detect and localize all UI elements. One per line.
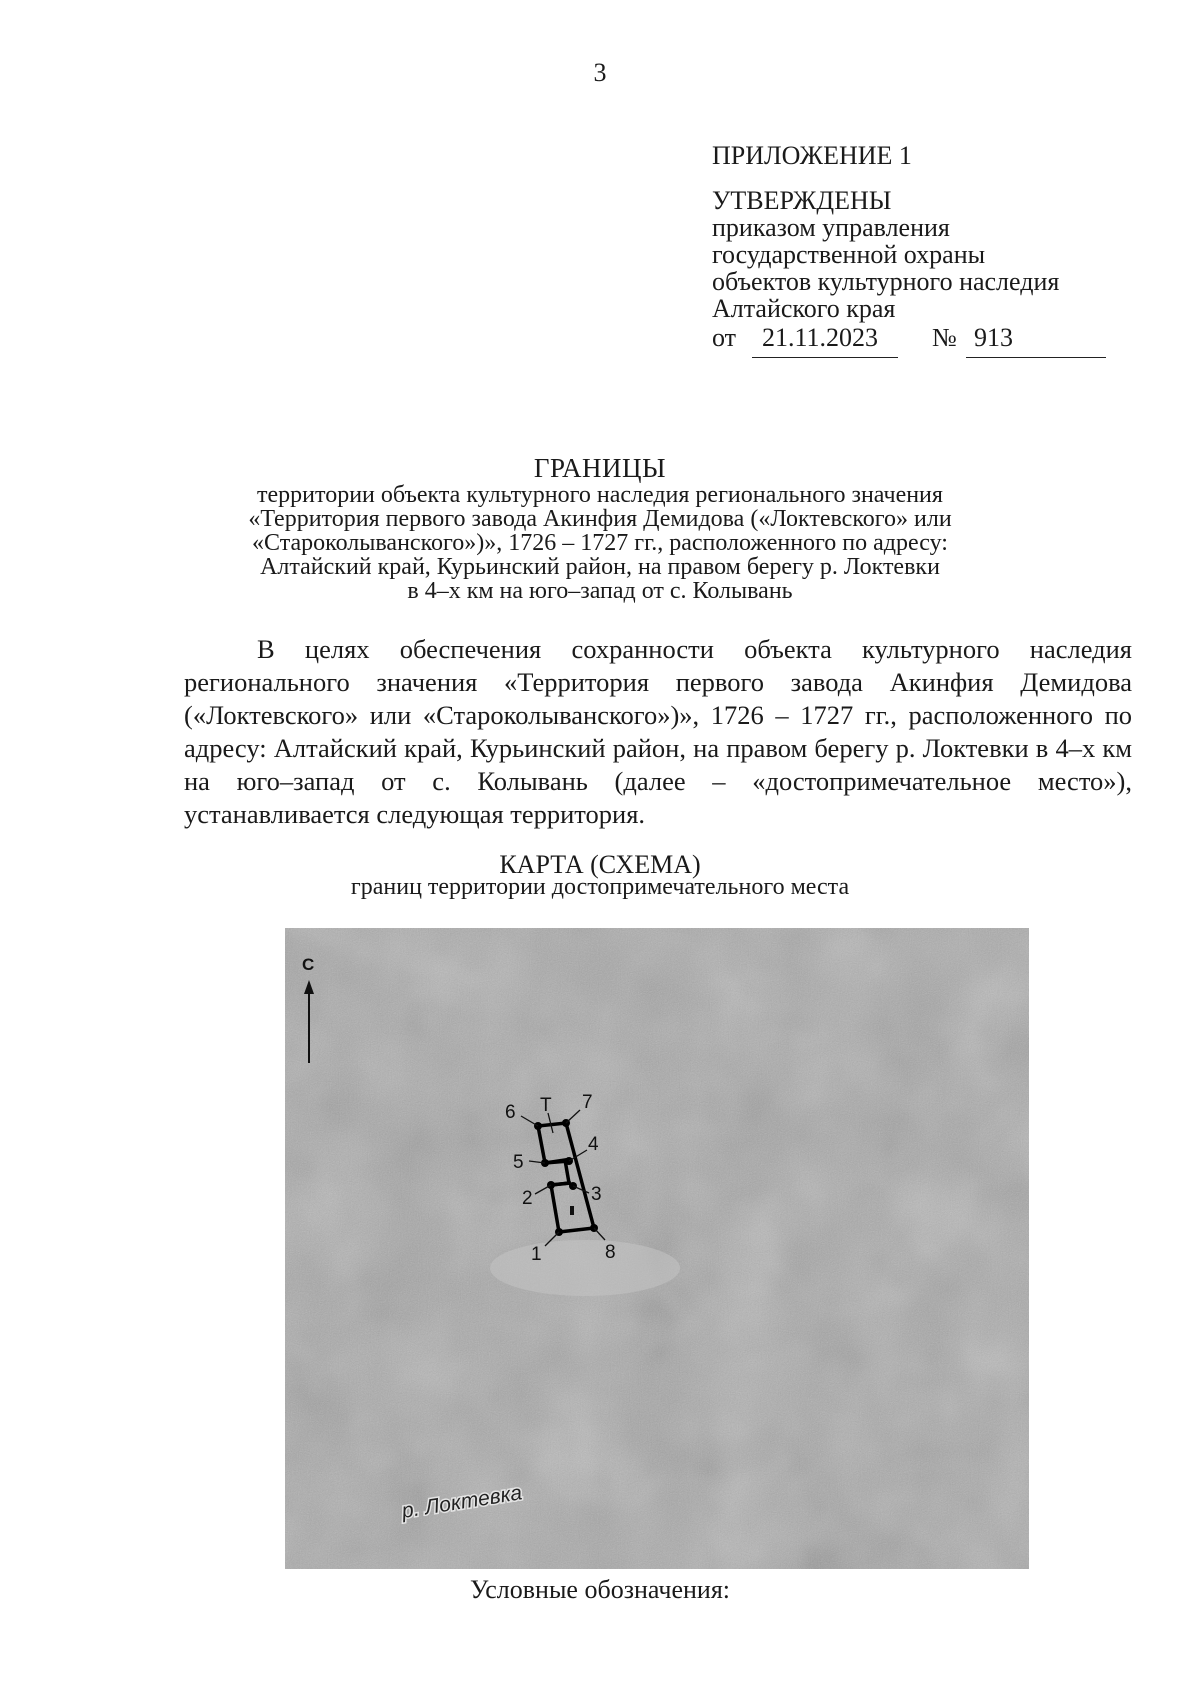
point-label: 5: [513, 1152, 524, 1173]
approved-heading: УТВЕРЖДЕНЫ: [712, 186, 892, 215]
page-number: 3: [593, 58, 607, 87]
approval-line: объектов культурного наследия: [712, 267, 1060, 296]
light-patch: [490, 1240, 680, 1296]
body-paragraph: [184, 633, 1132, 831]
map-title: КАРТА (СХЕМА): [499, 850, 701, 879]
grain-texture: [285, 928, 1029, 1569]
document-title: ГРАНИЦЫ: [533, 453, 667, 483]
point-label: 7: [582, 1092, 593, 1113]
subtitle-line: «Территория первого завода Акинфия Демидова («Локтевского» или: [248, 506, 952, 532]
map-schema: [285, 928, 1029, 1569]
subtitle-line: Алтайский край, Курьинский район, на правом берегу р. Локтевки: [260, 554, 940, 580]
point-label: 6: [505, 1102, 516, 1123]
point-label: 8: [605, 1242, 616, 1263]
marker-label: Т: [540, 1095, 552, 1116]
date-underline: [752, 357, 898, 358]
approval-block: [712, 142, 1132, 360]
date-number-row: [712, 324, 1132, 360]
point-label: 4: [588, 1134, 599, 1155]
point-label: 3: [591, 1184, 602, 1205]
approval-line: государственной охраны: [712, 240, 986, 269]
legend-title: Условные обозначения:: [469, 1575, 731, 1604]
body-text: В целях обеспечения сохранности объекта культурного наследия регионального значения «Территория первого завода Акинфия Демидова («Локтевского» или «Староколыванского»)», 1726 – 1727 гг., расположенного по адресу: Алтайский край, Курьинский район, на правом берегу р. Локтевки в 4–х км на юго–запад от с. Колывань (далее – «достопримечательное место»), устанавливается следующая территория.: [184, 634, 1132, 829]
appendix-heading: ПРИЛОЖЕНИЕ 1: [712, 141, 912, 170]
number-underline: [966, 357, 1106, 358]
map-subtitle: границ территории достопримечательного места: [350, 874, 850, 900]
number-prefix: №: [932, 323, 957, 352]
point-label: 2: [522, 1188, 533, 1209]
point-label: 1: [531, 1244, 542, 1265]
subtitle-line: территории объекта культурного наследия регионального значения: [257, 482, 943, 508]
date-prefix: от: [712, 323, 737, 352]
approval-line: Алтайского края: [712, 294, 896, 323]
order-date: 21.11.2023: [762, 323, 879, 352]
document-subtitle: [180, 483, 1020, 603]
approval-line: приказом управления: [712, 213, 950, 242]
subtitle-line: «Староколыванского»)», 1726 – 1727 гг., расположенного по адресу:: [252, 530, 948, 556]
subtitle-line: в 4–х км на юго–запад от с. Колывань: [407, 578, 793, 604]
north-label: С: [302, 955, 315, 974]
map-svg: [285, 928, 1029, 1569]
order-number: 913: [974, 323, 1013, 352]
river-label: р. Локтевка: [400, 1481, 524, 1523]
